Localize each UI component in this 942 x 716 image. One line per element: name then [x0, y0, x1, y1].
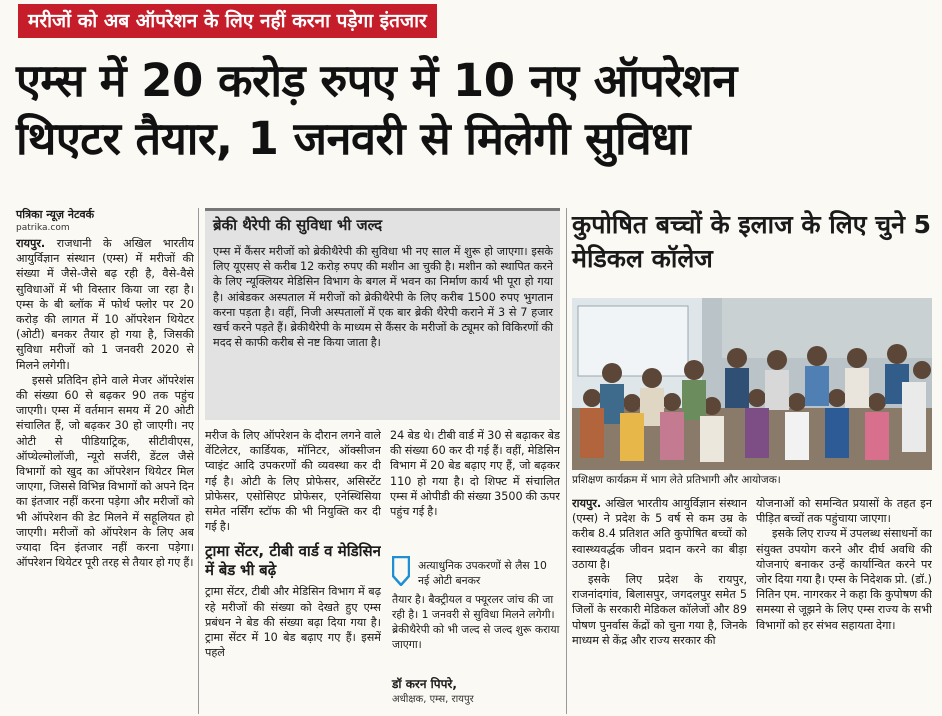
quote-author-name: डॉ करन पिपरे, — [392, 677, 457, 691]
box-heading: ब्रेकी थैरेपी की सुविधा भी जल्द — [213, 216, 383, 234]
photo-caption: प्रशिक्षण कार्यक्रम में भाग लेते प्रतिभागी और आयोजक। — [572, 474, 781, 486]
main-col2-text-2: ट्रामा सेंटर, टीबी और मेडिसिन विभाग में बढ़ रहे मरीजों की संख्या को देखते हुए एम्स प्रबंधन ने बेड की संख्या बढ़ा दिया गया है। ट्रामा सेंटर में 10 बेड बढ़ाए गए हैं। इसमें पहले — [205, 585, 381, 660]
side-col2-para-2: इसके लिए राज्य में उपलब्ध संसाधनों का संयुक्त उपयोग करने और दीर्घ अवधि की योजनाएं बनाकर उन्हें कार्यान्वित करने पर जोर दिया गया है। एम्स के निदेशक प्रो. (डॉ.) नितिन एम. नागरकर ने कहा कि कुपोषण की समस्या से जूझने के लिए एम्स राज्य के सभी विभागों को हर संभव सहायता देगा। — [756, 527, 932, 632]
quote-author-role: अधीक्षक, एम्स, रायपुर — [392, 694, 474, 705]
kicker-banner: मरीजों को अब ऑपरेशन के लिए नहीं करना पड़ेगा इंतजार — [18, 4, 437, 38]
side-story-column-1 — [572, 496, 747, 716]
main-para-2: इससे प्रतिदिन होने वाले मेजर ऑपरेशंस की संख्या 60 से बढ़कर 90 तक पहुंच जाएगी। एम्स में वर्तमान समय में 20 ओटी संचालित हैं, जो बढ़कर 30 हो जाएगी। नए ओटी से पीडियाट्रिक, सीटीवीएस, ऑप्थेल्मोलॉजी, न्यूरो सर्जरी, डेंटल जैसे विभागों को खुद का ऑपरेशन थियेटर मिल जाएगा, जिससे विभिन्न विभागों को अपने दिन का इंतजार नहीं करना पड़ेगा और मरीजों को भी ऑपरेशन की डेट मिलने में सहूलियत हो जाएगी। मरीजों को ऑपरेशन के लिए अब ज्यादा दिन इंतजार नहीं करना पड़ेगा। ऑपरेशन थियेटर पूरी तरह से तैयार हो गए हैं। — [16, 373, 194, 570]
main-story-column-1 — [16, 236, 194, 712]
byline — [16, 208, 196, 235]
main-col3-text: 24 बेड थे। टीबी वार्ड में 30 से बढ़ाकर बेड की संख्या 60 कर दी गई हैं। वहीं, मेडिसिन विभाग में 20 बेड बढ़ाए गए हैं, जो बढ़कर 110 हो गया है। दो शिफ्ट में संचालित एम्स में ओपीडी की संख्या 3500 की ऊपर पहुंच गई है। — [390, 429, 560, 519]
main-story-column-3 — [390, 428, 560, 552]
byline-site: patrika.com — [16, 223, 70, 233]
column-divider — [198, 208, 199, 714]
main-dateline: रायपुर. — [16, 237, 46, 250]
side-col1-para-1: अखिल भारतीय आयुर्विज्ञान संस्थान (एम्स) ने प्रदेश के 5 वर्ष से कम उम्र के करीब 8.4 प्रतिशत अति कुपोषित बच्चों को स्वास्थ्यवर्द्धक जीवन प्रदान करने का बीड़ा उठाया है। — [572, 497, 747, 571]
quote-text-continued: तैयार है। बैक्ट्रीयल व फ्यूरलर जांच की जा रही है। 1 जनवरी से सुविधा मिलने लगेगी। ब्रेकीथैरेपी को भी जल्द से जल्द शुरू कराया जाएगा। — [392, 593, 560, 651]
side-story-heading: कुपोषित बच्चों के इलाज के लिए चुने 5 मेडिकल कॉलेज — [572, 210, 932, 273]
byline-agency: पत्रिका न्यूज़ नेटवर्क — [16, 208, 95, 221]
quote-marker-icon — [392, 556, 410, 586]
side-dateline: रायपुर. — [572, 497, 602, 510]
side-story-column-2 — [756, 496, 932, 716]
headline — [16, 52, 926, 168]
main-col2-text: मरीज के लिए ऑपरेशन के दौरान लगने वाले वेंटिलेटर, कार्डियक, मॉनिटर, ऑक्सीजन प्वाइंट आदि उपकरणों की व्यवस्था कर दी गई है। ओटी के लिए प्रोफेसर, असिस्टेंट प्रोफेसर, एसोसिएट प्रोफेसर, एनेस्थिसिया समेत नर्सिंग स्टॉफ की भी नियुक्ति कर दी गई है। — [205, 429, 381, 534]
side-column-divider — [566, 208, 567, 714]
main-story-column-2 — [205, 428, 381, 716]
headline-line-2: थिएटर तैयार, 1 जनवरी से मिलेगी सुविधा — [16, 112, 690, 165]
side-col2-para-1: योजनाओं को समन्वित प्रयासों के तहत इन पीड़ित बच्चों तक पहुंचाया जाएगा। — [756, 497, 932, 526]
brachytherapy-box — [205, 208, 560, 420]
headline-line-1: एम्स में 20 करोड़ रुपए में 10 नए ऑपरेशन — [16, 54, 737, 107]
box-body: एम्स में कैंसर मरीजों को ब्रेकीथैरेपी की सुविधा भी नए साल में शुरू हो जाएगा। इसके लिए यूएसए से करीब 12 करोड़ रुपए की मशीन आ चुकी है। मशीन को स्थापित करने के लिए न्यूक्लियर मेडिसिन विभाग के बगल में भवन का निर्माण कार्य भी पूरा हो गया है। आंबेडकर अस्पताल में मरीजों को ब्रेकीथैरेपी के लिए करीब 1500 रुपए भुगतान करना पड़ता है। वहीं, निजी अस्पतालों में एक बार ब्रेकी थैरेपी कराने में 3 से 7 हजार खर्च करने पड़ते हैं। ब्रेकीथैरेपी के माध्यम से कैंसर के मरीजों के ट्यूमर को विकिरणों की मदद से काफी करीब से नष्ट किया जाता है। — [213, 245, 553, 350]
training-photo — [572, 298, 932, 470]
subhead-beds: ट्रामा सेंटर, टीबी वार्ड व मेडिसिन में बेड भी बढ़े — [205, 542, 381, 580]
quote-text: अत्याधुनिक उपकरणों से लैस 10 नई ओटी बनकर — [418, 559, 547, 587]
main-para-1: राजधानी के अखिल भारतीय आयुर्विज्ञान संस्थान (एम्स) में मरीजों की संख्या में जैसे-जैसे बढ़ रही है, वैसे-वैसे सुविधाओं में भी विस्तार किया जा रहा है। एम्स के बी ब्लॉक में फोर्थ फ्लोर पर 20 करोड़ की लागत में 10 ऑपरेशन थियेटर (ओटी) बनकर तैयार हो गया है, जिसकी सुविधा मरीजों को 1 जनवरी 2020 से मिलने लगेगी। — [16, 237, 194, 372]
side-col1-para-2: इसके लिए प्रदेश के रायपुर, राजनांदगांव, बिलासपुर, जगदलपुर समेत 5 जिलों के सरकारी मेडिकल कॉलेजों और 89 पोषण पुनर्वास केंद्रों को चुना गया है, जिनके माध्यम से केंद्र और राज्य सरकार की — [572, 573, 747, 647]
